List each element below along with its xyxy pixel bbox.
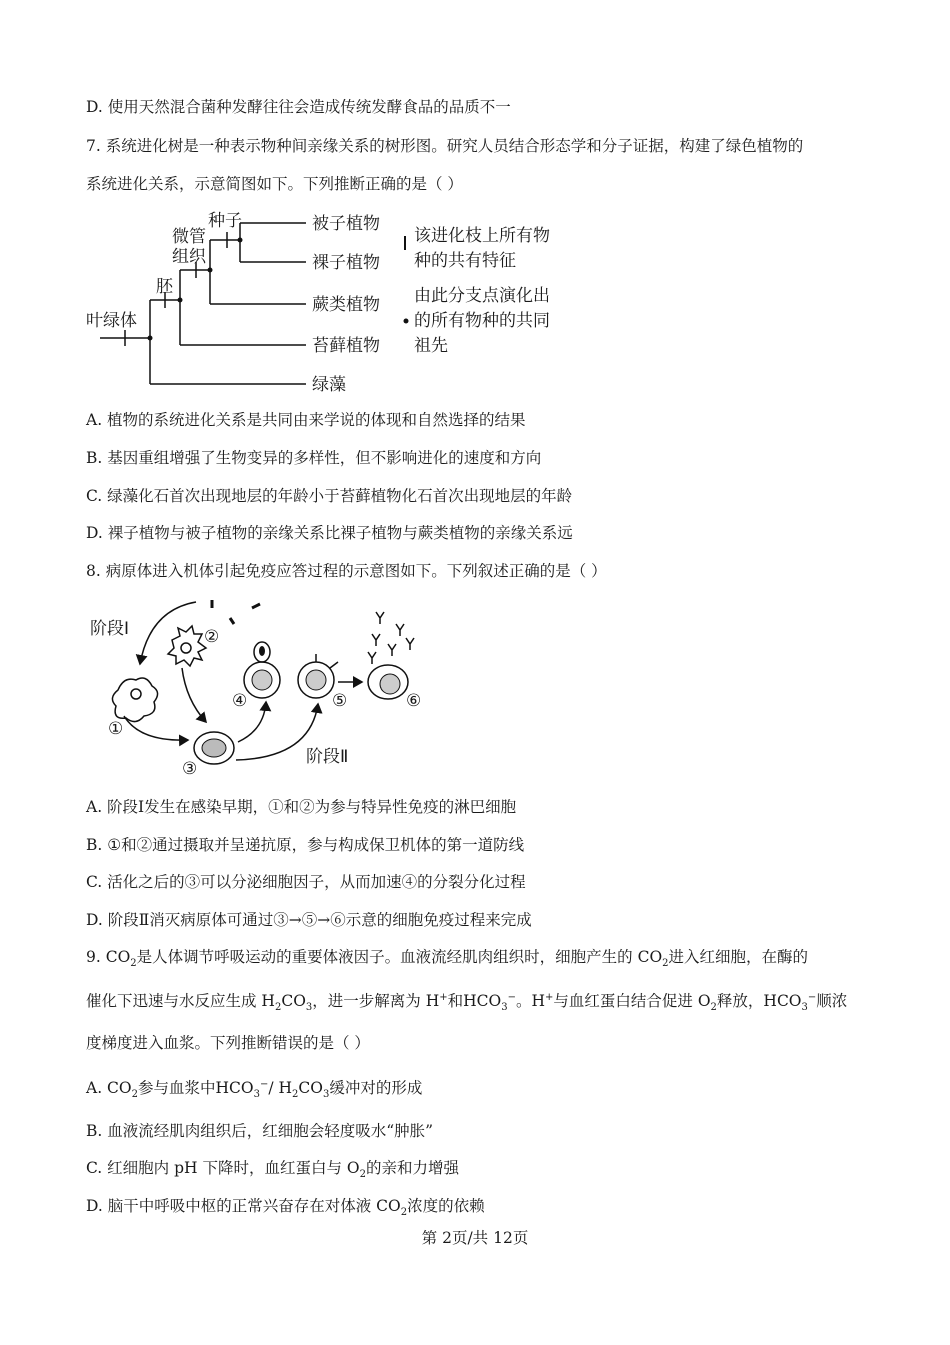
cell-4-b-cell xyxy=(244,642,280,698)
cell-3-helper-t xyxy=(194,732,234,764)
q7-stem-line1: 7. 系统进化树是一种表示物种间亲缘关系的树形图。研究人员结合形态学和分子证据，构建了绿色植物的 xyxy=(86,137,804,155)
q8-option-b: B. ①和②通过摄取并呈递抗原，参与构成保卫机体的第一道防线 xyxy=(86,836,525,854)
node-chlorophyll-label: 叶绿体 xyxy=(86,311,137,331)
label-1: ① xyxy=(108,719,124,739)
q9-stem-line2: 催化下迅速与水反应生成 $H_2CO_3$，进一步解离为 H+和$HCO_3^-$。H+与血红蛋白结合促进 $O_2$释放，$HCO_3^-$顺浓 xyxy=(86,991,848,1014)
node-embryo-label: 胚 xyxy=(156,277,173,297)
node-vascular-label-1: 微管 xyxy=(172,227,206,247)
label-6: ⑥ xyxy=(406,691,422,711)
cell-6-plasma-cell xyxy=(368,665,408,699)
q8-stem: 8. 病原体进入机体引起免疫应答过程的示意图如下。下列叙述正确的是（ ） xyxy=(86,562,607,580)
legend-dot-text-3: 祖先 xyxy=(414,336,448,356)
legend-dot-text-1: 由此分支点演化出 xyxy=(414,286,550,306)
q7-stem-line2: 系统进化关系，示意简图如下。下列推断正确的是（ ） xyxy=(86,175,463,193)
q8-option-a: A. 阶段Ⅰ发生在感染早期，①和②为参与特异性免疫的淋巴细胞 xyxy=(86,798,517,816)
legend-dot-text-2: 的所有物种的共同 xyxy=(414,311,550,331)
leaf-moss: 苔藓植物 xyxy=(312,336,380,356)
q9-option-c: C. 红细胞内 pH 下降时，血红蛋白与 $O_2$的亲和力增强 xyxy=(86,1159,459,1181)
pathogen-fragments xyxy=(212,600,260,624)
q9-option-a: A. $CO_2$参与血浆中$HCO_3^-/$ $H_2CO_3$缓冲对的形成 xyxy=(86,1078,423,1101)
q7-option-b: B. 基因重组增强了生物变异的多样性，但不影响进化的速度和方向 xyxy=(86,449,542,467)
label-2: ② xyxy=(204,627,220,647)
leaf-angiosperm: 被子植物 xyxy=(312,214,380,234)
antibodies xyxy=(368,612,414,664)
q9-option-d: D. 脑干中呼吸中枢的正常兴奋存在对体液 $CO_2$浓度的依赖 xyxy=(86,1197,485,1219)
stage-2-label: 阶段Ⅱ xyxy=(306,747,349,767)
q9-stem-line3: 度梯度进入血浆。下列推断错误的是（ ） xyxy=(86,1034,370,1052)
stage-1-label: 阶段Ⅰ xyxy=(90,619,130,639)
cell-1-phagocyte xyxy=(112,678,157,722)
q8-option-d: D. 阶段Ⅱ消灭病原体可通过③→⑤→⑥示意的细胞免疫过程来完成 xyxy=(86,911,532,929)
label-4: ④ xyxy=(232,691,248,711)
label-5: ⑤ xyxy=(332,691,348,711)
q8-option-c: C. 活化之后的③可以分泌细胞因子，从而加速④的分裂分化过程 xyxy=(86,873,526,891)
page-footer: 第 2页/共 12页 xyxy=(421,1229,529,1247)
q7-option-a: A. 植物的系统进化关系是共同由来学说的体现和自然选择的结果 xyxy=(86,411,526,429)
node-vascular-label-2: 组织 xyxy=(172,247,206,267)
leaf-fern: 蕨类植物 xyxy=(312,295,380,315)
q9-stem-line1: 9. $CO_2$是人体调节呼吸运动的重要体液因子。血液流经肌肉组织时，细胞产生的 $CO_2$进入红细胞，在酶的 xyxy=(86,948,809,970)
q6-option-d: D. 使用天然混合菌种发酵往往会造成传统发酵食品的品质不一 xyxy=(86,98,511,116)
q7-option-c: C. 绿藻化石首次出现地层的年龄小于苔藓植物化石首次出现地层的年龄 xyxy=(86,487,573,505)
node-seed-label: 种子 xyxy=(208,211,242,231)
legend-bar-text-2: 种的共有特征 xyxy=(414,251,516,271)
leaf-gymnosperm: 裸子植物 xyxy=(312,253,380,273)
label-3: ③ xyxy=(182,759,198,779)
q7-option-d: D. 裸子植物与被子植物的亲缘关系比裸子植物与蕨类植物的亲缘关系远 xyxy=(86,524,573,542)
q9-option-b: B. 血液流经肌肉组织后，红细胞会轻度吸水“肿胀” xyxy=(86,1122,434,1140)
leaf-green-algae: 绿藻 xyxy=(312,375,346,395)
cell-2-dendritic xyxy=(168,626,206,666)
legend-bar-text-1: 该进化枝上所有物 xyxy=(414,226,550,246)
